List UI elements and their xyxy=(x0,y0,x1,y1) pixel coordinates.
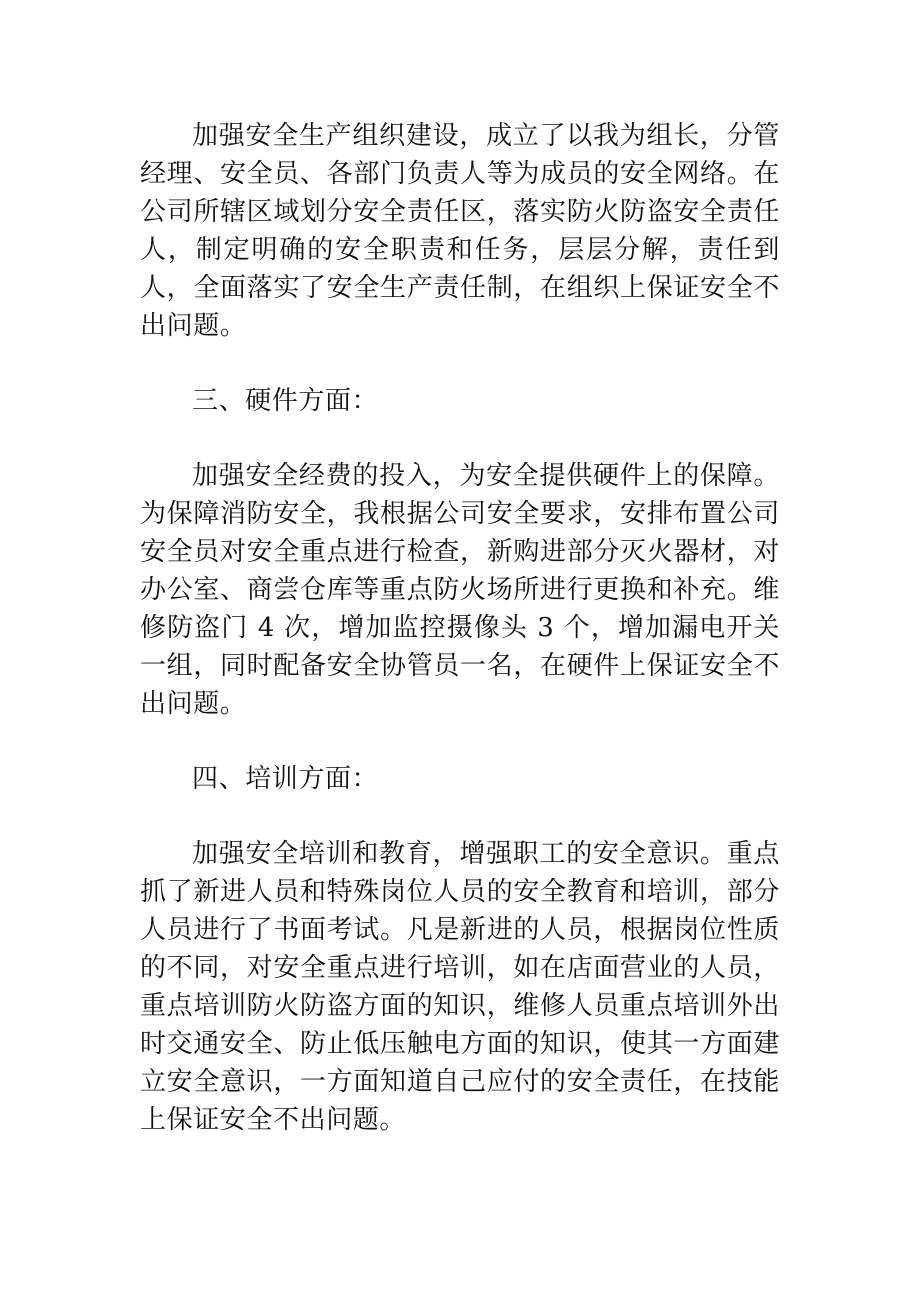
paragraph-hardware: 加强安全经费的投入，为安全提供硬件上的保障。为保障消防安全，我根据公司安全要求，安排布置公司安全员对安全重点进行检查，新购进部分灭火器材，对办公室、商尝仓库等重点防火场所进行更换和补充。维修防盗门 4 次，增加监控摄像头 3 个，增加漏电开关一组，同时配备安全协管员一名，在硬件上保证安全不出问题。 xyxy=(140,461,780,719)
section-heading-training: 四、培训方面： xyxy=(192,764,379,794)
paragraph-training: 加强安全培训和教育，增强职工的安全意识。重点抓了新进人员和特殊岗位人员的安全教育和培训，部分人员进行了书面考试。凡是新进的人员，根据岗位性质的不同，对安全重点进行培训，如在店面营业的人员，重点培训防火防盗方面的知识，维修人员重点培训外出时交通安全、防止低压触电方面的知识，使其一方面建立安全意识，一方面知道自己应付的安全责任，在技能上保证安全不出问题。 xyxy=(140,839,780,1135)
paragraph-organization: 加强安全生产组织建设，成立了以我为组长，分管经理、安全员、各部门负责人等为成员的安全网络。在公司所辖区域划分安全责任区，落实防火防盗安全责任人，制定明确的安全职责和任务，层层分解，责任到人，全面落实了安全生产责任制，在组织上保证安全不出问题。 xyxy=(140,121,780,341)
document-body xyxy=(140,117,780,1176)
section-heading-hardware: 三、硬件方面： xyxy=(192,386,379,416)
